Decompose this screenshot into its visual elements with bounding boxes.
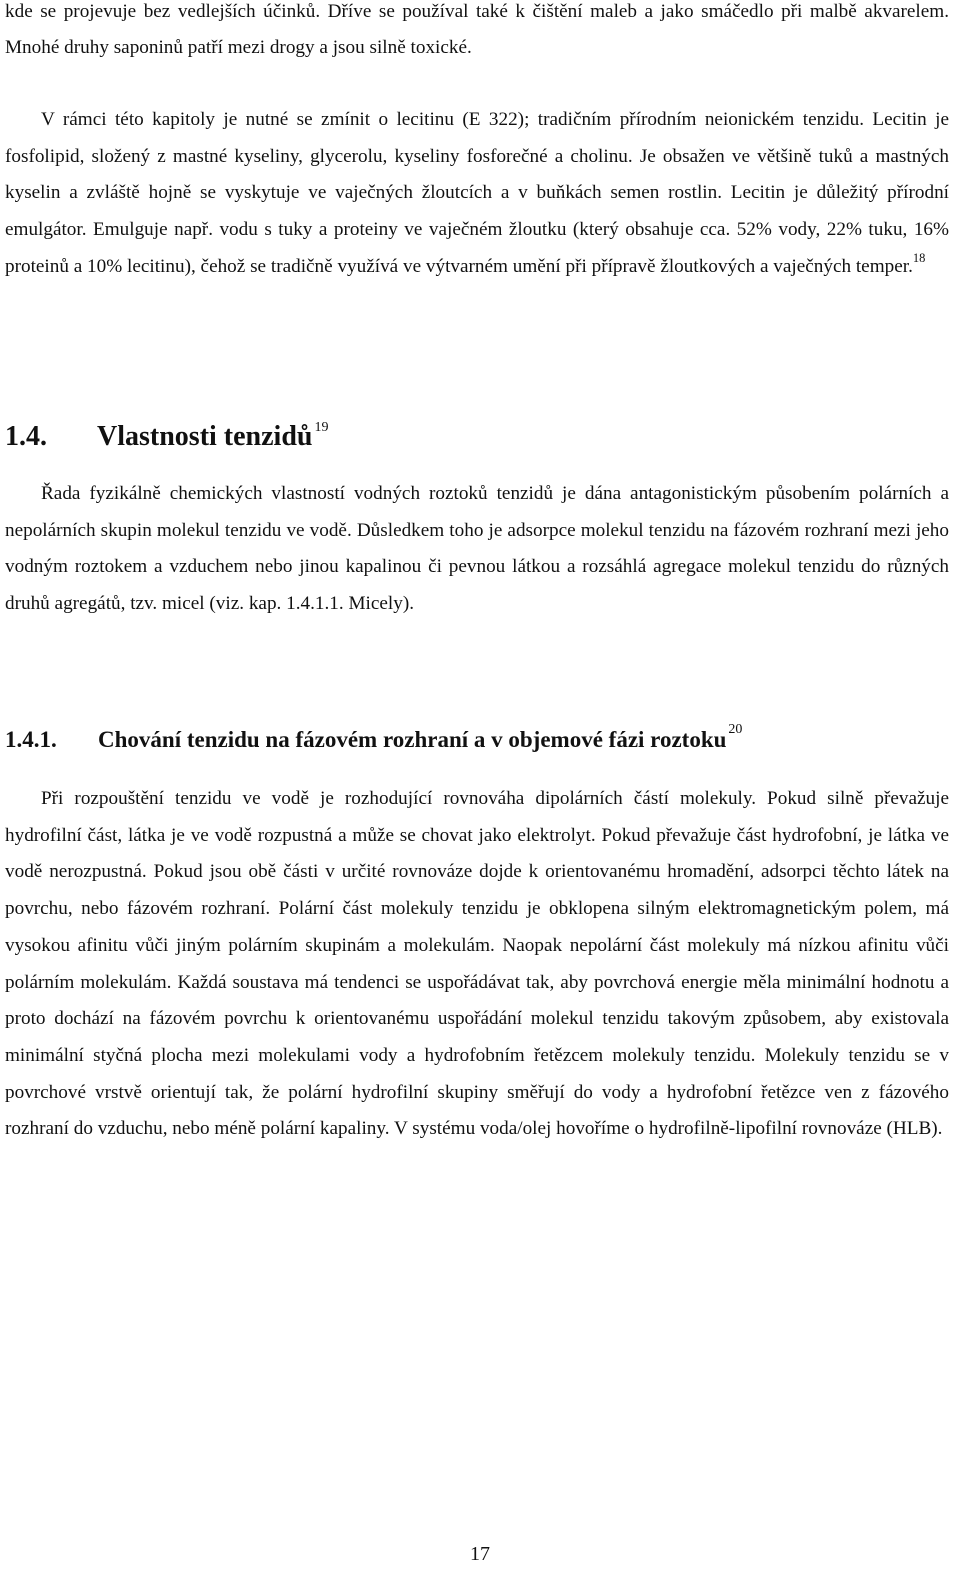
section-number: 1.4.1. bbox=[5, 727, 57, 752]
section-heading-chovani bbox=[5, 721, 742, 759]
section-heading-vlastnosti bbox=[5, 418, 328, 456]
vlastnosti-paragraph bbox=[5, 476, 949, 623]
lecitin-text: V rámci této kapitoly je nutné se zmínit o lecitinu (E 322); tradičním přírodním neionickém tenzidu. Lecitin je fosfolipid, složený z mastné kyseliny, glycerolu, kyseliny fosforečné a cholinu. Je obsažen ve většině tuků a mastných kyselin a zvláště hojně se vyskytuje ve vaječných žloutcích a v buňkách semen rostlin. Lecitin je důležitý přírodní emulgátor. Emulguje např. vodu s tuky a proteiny ve vaječném žloutku (který obsahuje cca. 52% vody, 22% tuku, 16% proteinů a 10% lecitinu), čehož se tradičně využívá ve výtvarném umění při přípravě žloutkových a vaječných temper. bbox=[5, 109, 949, 277]
vlastnosti-text: Řada fyzikálně chemických vlastností vodných roztoků tenzidů je dána antagonistickým působením polárních a nepolárních skupin molekul tenzidu ve vodě. Důsledkem toho je adsorpce molekul tenzidu na fázovém rozhraní mezi jeho vodným roztokem a vzduchem nebo jinou kapalinou či pevnou látkou a rozsáhlá agregace molekul tenzidu do různých druhů agregátů, tzv. micel (viz. kap. 1.4.1.1. Micely). bbox=[5, 483, 949, 615]
intro-text: kde se projevuje bez vedlejších účinků. Dříve se používal také k čištění maleb a jako smáčedlo při malbě akvarelem. Mnohé druhy saponinů patří mezi drogy a jsou silně toxické. bbox=[5, 1, 949, 58]
section-title: Chování tenzidu na fázovém rozhraní a v objemové fázi roztoku bbox=[98, 727, 727, 752]
intro-paragraph bbox=[5, 0, 949, 66]
footnote-marker[interactable]: 19 bbox=[314, 420, 329, 435]
section-title: Vlastnosti tenzidů bbox=[97, 421, 313, 452]
lecitin-paragraph bbox=[5, 102, 949, 286]
chovani-paragraph bbox=[5, 781, 949, 1148]
footnote-marker[interactable]: 18 bbox=[912, 250, 926, 265]
section-number: 1.4. bbox=[5, 421, 47, 452]
footnote-marker[interactable]: 20 bbox=[728, 722, 743, 737]
chovani-text: Při rozpouštění tenzidu ve vodě je rozhodující rovnováha dipolárních částí molekuly. Pokud silně převažuje hydrofilní část, látka je ve vodě rozpustná a může se chovat jako elektrolyt. Pokud převažuje část hydrofobní, je látka ve vodě nerozpustná. Pokud jsou obě části v určité rovnováze dojde k orientovanému hromadění, adsorpci těchto látek na povrchu, nebo fázovém rozhraní. Polární část molekuly tenzidu je obklopena silným elektromagnetickým polem, má vysokou afinitu vůči jiným polárním skupinám a molekulám. Naopak nepolární část molekuly má nízkou afinitu vůči polárním molekulám. Každá soustava má tendenci se uspořádávat tak, aby povrchová energie měla minimální hodnotu a proto dochází na fázovém povrchu k orientovanému uspořádání molekul tenzidu takovým způsobem, aby existovala minimální styčná plocha mezi molekulami vody a hydrofobním řetězcem molekuly tenzidu. Molekuly tenzidu se v povrchové vrstvě orientují tak, že polární hydrofilní skupiny směřují do vody a hydrofobní řetězce ven z fázového rozhraní do vzduchu, nebo méně polární kapaliny. V systému voda/olej hovoříme o hydrofilně-lipofilní rovnováze (HLB). bbox=[5, 788, 949, 1140]
page-number: 17 bbox=[470, 1543, 490, 1565]
